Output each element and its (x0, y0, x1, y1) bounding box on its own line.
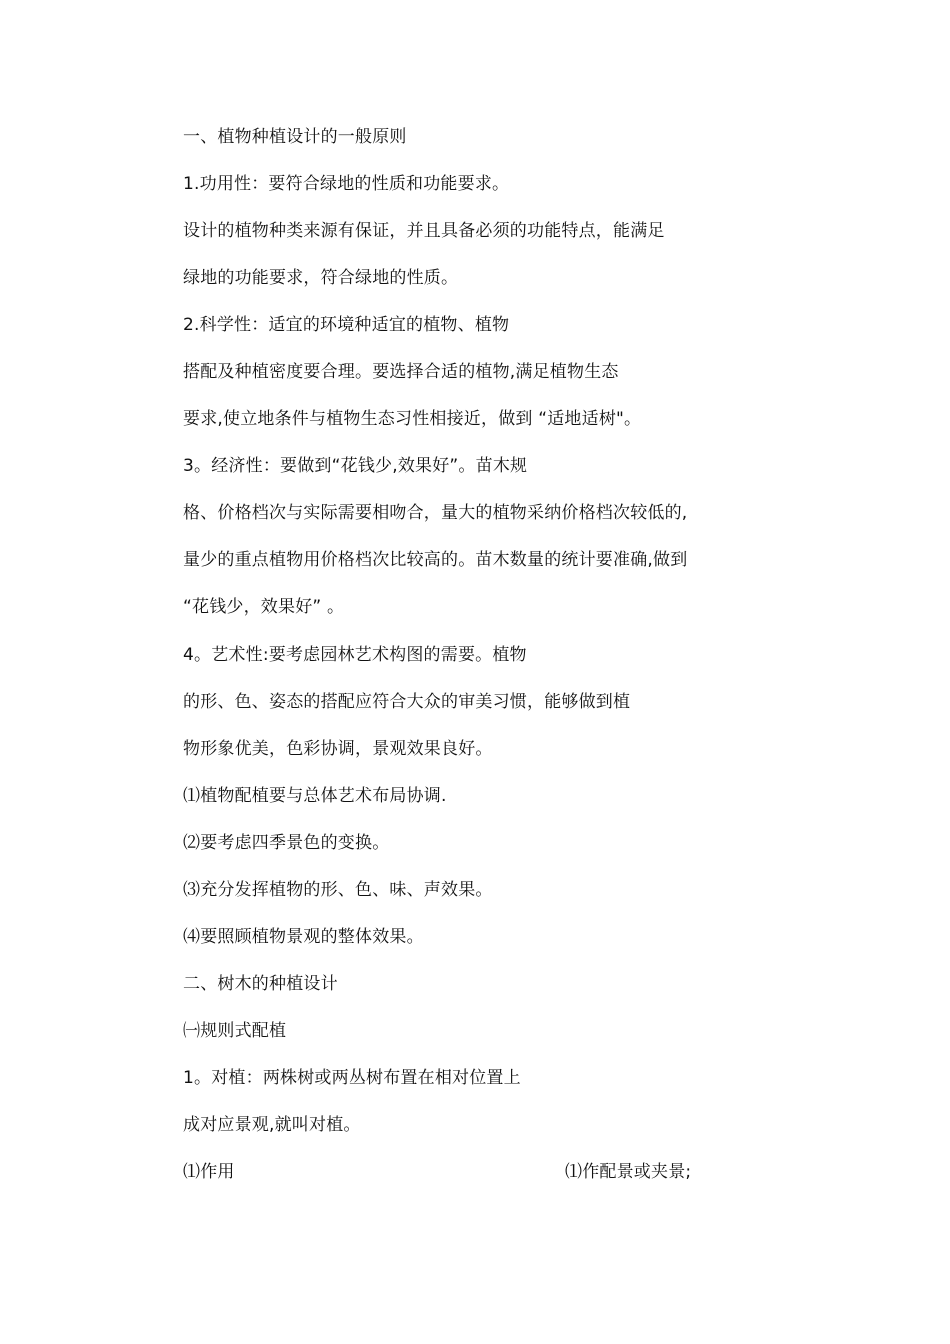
paragraph-line: 要求,使立地条件与植物生态习性相接近，做到 “适地适树"。 (183, 409, 642, 429)
list-item: ⑴植物配植要与总体艺术布局协调. (183, 786, 447, 806)
paragraph-line: 成对应景观,就叫对植。 (183, 1115, 361, 1135)
paragraph-line: 4。艺术性:要考虑园林艺术构图的需要。植物 (183, 645, 527, 665)
paragraph-line: 的形、色、姿态的搭配应符合大众的审美习惯，能够做到植 (183, 692, 631, 712)
subsection-heading: ㈠规则式配植 (183, 1021, 287, 1041)
paragraph-line: 3。经济性：要做到“花钱少,效果好”。苗木规 (183, 456, 528, 476)
paragraph-line: 量少的重点植物用价格档次比较高的。苗木数量的统计要准确,做到 (183, 550, 688, 570)
paragraph-line: 2.科学性：适宜的环境种适宜的植物、植物 (183, 315, 510, 335)
list-item: ⑶充分发挥植物的形、色、味、声效果。 (183, 880, 493, 900)
column-right-text: ⑴作配景或夹景; (565, 1162, 692, 1182)
list-item: ⑵要考虑四季景色的变换。 (183, 833, 390, 853)
paragraph-line: 绿地的功能要求，符合绿地的性质。 (183, 268, 459, 288)
list-item: ⑷要照顾植物景观的整体效果。 (183, 927, 424, 947)
section-heading: 二、树木的种植设计 (183, 974, 338, 994)
paragraph-line: “花钱少，效果好” 。 (183, 597, 345, 617)
paragraph-line: 搭配及种植密度要合理。要选择合适的植物,满足植物生态 (183, 362, 619, 382)
two-column-line (183, 1157, 783, 1187)
paragraph-line: 格、价格档次与实际需要相吻合，量大的植物采纳价格档次较低的, (183, 503, 688, 523)
paragraph-line: 1.功用性：要符合绿地的性质和功能要求。 (183, 174, 510, 194)
section-heading: 一、植物种植设计的一般原则 (183, 127, 407, 147)
paragraph-line: 设计的植物种类来源有保证，并且具备必须的功能特点，能满足 (183, 221, 665, 241)
column-left-text: ⑴作用 (183, 1162, 235, 1182)
paragraph-line: 1。对植：两株树或两丛树布置在相对位置上 (183, 1068, 521, 1088)
paragraph-line: 物形象优美，色彩协调，景观效果良好。 (183, 739, 493, 759)
